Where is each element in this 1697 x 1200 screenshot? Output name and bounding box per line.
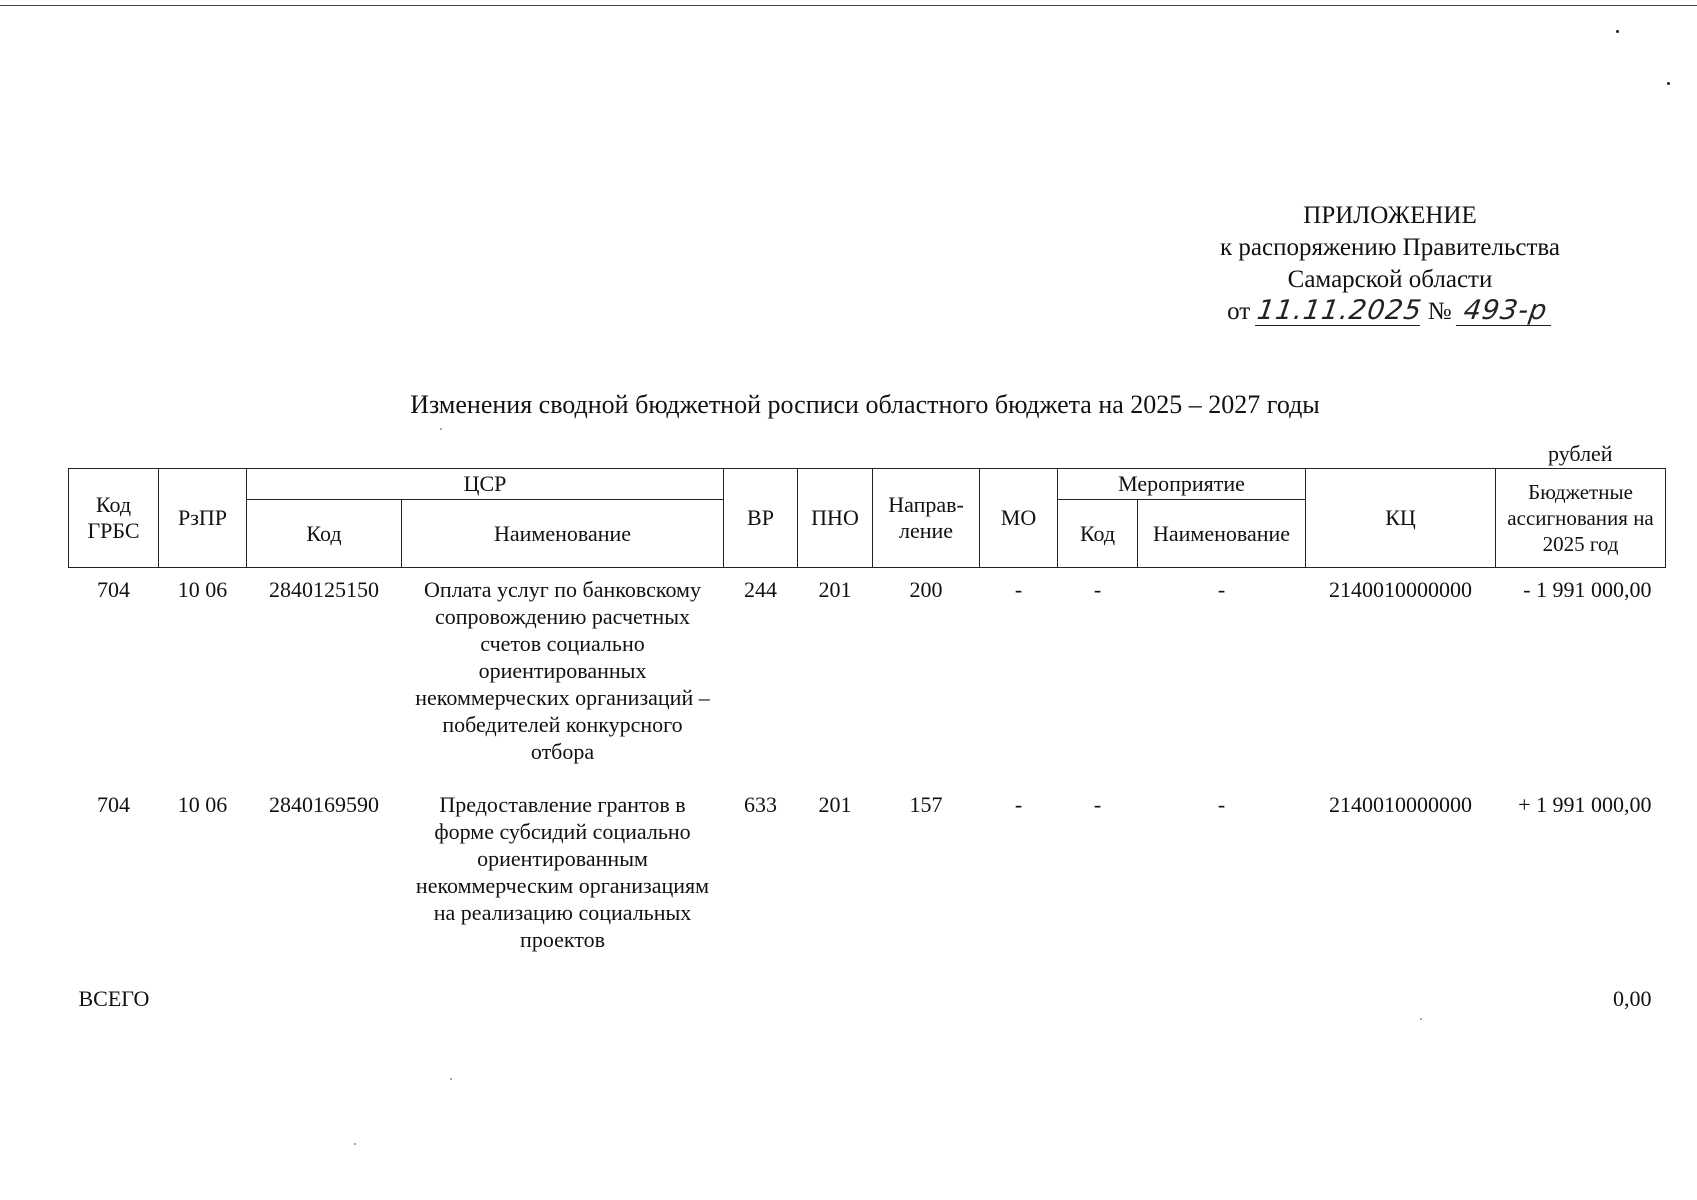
header-event-name: Наименование bbox=[1138, 500, 1306, 568]
header-csr-name: Наименование bbox=[402, 500, 724, 568]
cell-event-code: - bbox=[1093, 577, 1102, 602]
cell-mo: - bbox=[1014, 577, 1023, 602]
cell-csr-code: 2840125150 bbox=[269, 577, 379, 602]
scan-speck bbox=[1667, 82, 1670, 85]
cell-direction: 157 bbox=[909, 792, 943, 817]
appendix-title: ПРИЛОЖЕНИЕ bbox=[1303, 202, 1477, 229]
date-prefix: от bbox=[1227, 298, 1251, 325]
header-allocation: Бюджетные ассигнования на 2025 год bbox=[1496, 469, 1666, 568]
cell-event-name: - bbox=[1217, 792, 1226, 817]
scan-speck bbox=[450, 1078, 452, 1080]
number-prefix: № bbox=[1427, 298, 1452, 325]
header-mo: МО bbox=[980, 469, 1058, 568]
header-grbs: Код ГРБС bbox=[69, 469, 159, 568]
budget-changes-table bbox=[68, 468, 1666, 1012]
header-direction: Направ-ление bbox=[873, 469, 980, 568]
document-title: Изменения сводной бюджетной росписи областного бюджета на 2025 – 2027 годы bbox=[410, 390, 1320, 419]
scan-speck bbox=[440, 428, 442, 430]
scan-speck bbox=[1616, 30, 1619, 33]
handwritten-number: 493-р bbox=[1456, 297, 1555, 326]
cell-pno: 201 bbox=[818, 577, 852, 602]
cell-csr-name: Предоставление грантов в форме субсидий социально ориентированным некоммерческим организациям на реализацию социальных проектов bbox=[415, 792, 710, 952]
scan-speck bbox=[354, 1143, 356, 1145]
cell-rzpr: 10 06 bbox=[177, 792, 228, 817]
cell-mo: - bbox=[1014, 792, 1023, 817]
table-header bbox=[69, 469, 1666, 568]
cell-event-code: - bbox=[1093, 792, 1102, 817]
header-event-code: Код bbox=[1058, 500, 1138, 568]
cell-grbs: 704 bbox=[97, 792, 130, 817]
appendix-header bbox=[1170, 200, 1610, 328]
appendix-line-order: к распоряжению Правительства bbox=[1219, 234, 1560, 261]
cell-csr-code: 2840169590 bbox=[269, 792, 379, 817]
cell-kc: 2140010000000 bbox=[1329, 792, 1473, 817]
cell-kc: 2140010000000 bbox=[1329, 577, 1473, 602]
header-event: Мероприятие bbox=[1058, 469, 1306, 500]
cell-rzpr: 10 06 bbox=[177, 577, 228, 602]
header-vr: ВР bbox=[724, 469, 798, 568]
header-pno: ПНО bbox=[798, 469, 873, 568]
cell-direction: 200 bbox=[909, 577, 943, 602]
table-row bbox=[69, 568, 1666, 792]
header-csr-code: Код bbox=[247, 500, 402, 568]
header-kc: КЦ bbox=[1306, 469, 1496, 568]
scan-speck bbox=[1420, 1018, 1422, 1020]
appendix-date-number bbox=[1170, 296, 1610, 328]
header-csr: ЦСР bbox=[247, 469, 724, 500]
header-rzpr: РзПР bbox=[159, 469, 247, 568]
cell-grbs: 704 bbox=[97, 577, 130, 602]
total-amount: 0,00 bbox=[1613, 986, 1652, 1011]
appendix-line-region: Самарской области bbox=[1287, 266, 1493, 293]
cell-pno: 201 bbox=[818, 792, 852, 817]
total-row bbox=[69, 979, 1666, 1012]
cell-csr-name: Оплата услуг по банковскому сопровождению расчетных счетов социально ориентированных некоммерческих организаций – победителей конкурсного отбора bbox=[415, 577, 710, 764]
cell-amount: - 1 991 000,00 bbox=[1523, 577, 1652, 602]
total-label: ВСЕГО bbox=[78, 986, 150, 1011]
handwritten-date: 11.11.2025 bbox=[1254, 295, 1424, 326]
cell-event-name: - bbox=[1217, 577, 1226, 602]
cell-vr: 244 bbox=[744, 577, 778, 602]
units-label: рублей bbox=[1548, 441, 1613, 466]
table-row bbox=[69, 791, 1666, 979]
top-border-line bbox=[0, 5, 1697, 6]
cell-vr: 633 bbox=[744, 792, 778, 817]
cell-amount: + 1 991 000,00 bbox=[1518, 792, 1652, 817]
